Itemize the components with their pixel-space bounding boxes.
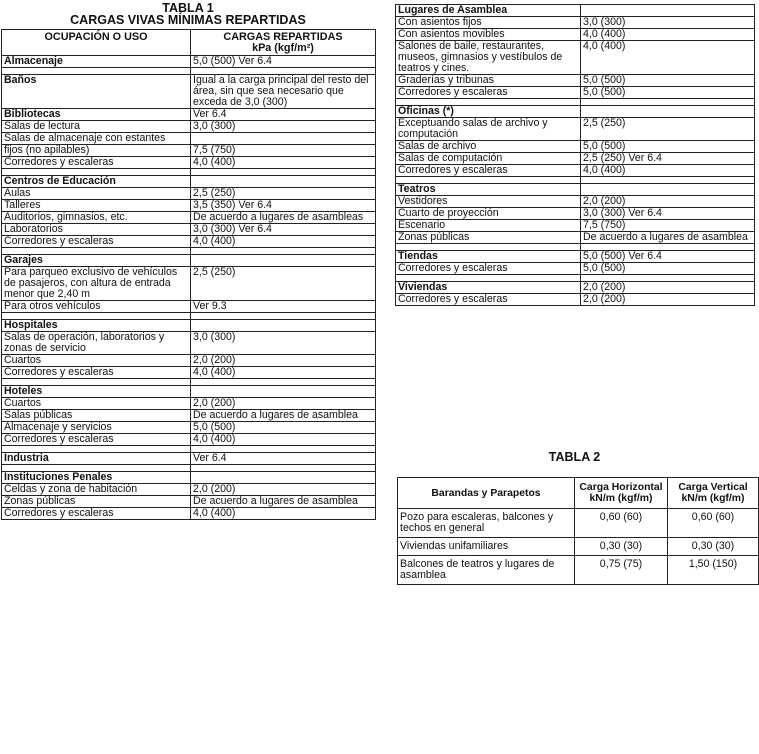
table-row [396, 282, 755, 294]
table-row [2, 68, 376, 75]
table-row [2, 398, 376, 410]
tabla1-left-body [2, 56, 376, 520]
table-row [396, 153, 755, 165]
blank-cell [2, 446, 191, 453]
table-row [2, 422, 376, 434]
tabla2-body [398, 509, 759, 585]
table-row [2, 367, 376, 379]
table-row [398, 556, 759, 585]
ocupacion-cell: Salas de lectura [2, 121, 191, 133]
ocupacion-cell: Talleres [2, 200, 191, 212]
ocupacion-cell: Salones de baile, restaurantes, museos, gimnasios y vestíbulos de teatros y cines. [396, 41, 581, 75]
ocupacion-cell: Con asientos fijos [396, 17, 581, 29]
table-row [2, 332, 376, 355]
table-row [2, 212, 376, 224]
table-row [2, 386, 376, 398]
carga-cell: 3,0 (300) Ver 6.4 [581, 208, 755, 220]
carga-cell [581, 106, 755, 118]
carga-cell: 7,5 (750) [191, 145, 376, 157]
carga-horizontal-cell: 0,60 (60) [575, 509, 668, 538]
ocupacion-cell: Corredores y escaleras [2, 508, 191, 520]
table-row [398, 509, 759, 538]
blank-cell [2, 465, 191, 472]
table-row [396, 17, 755, 29]
table-row [2, 465, 376, 472]
carga-cell: De acuerdo a lugares de asamblea [191, 496, 376, 508]
carga-cell: 2,5 (250) [191, 267, 376, 301]
ocupacion-cell: Salas de almacenaje con estantes [2, 133, 191, 145]
table-row [2, 472, 376, 484]
blank-cell [191, 465, 376, 472]
blank-cell [581, 244, 755, 251]
table-row [2, 121, 376, 133]
ocupacion-cell: Baños [2, 75, 191, 109]
table-row [396, 29, 755, 41]
table-row [396, 220, 755, 232]
table-row [2, 133, 376, 145]
carga-cell [191, 176, 376, 188]
table-row [2, 301, 376, 313]
carga-cell: De acuerdo a lugares de asamblea [581, 232, 755, 244]
carga-cell: 5,0 (500) [581, 75, 755, 87]
carga-cell: 4,0 (400) [581, 165, 755, 177]
table-row [2, 56, 376, 68]
carga-cell: 3,5 (350) Ver 6.4 [191, 200, 376, 212]
tabla1-right-body [396, 5, 755, 306]
tabla2-title: TABLA 2 [548, 450, 601, 464]
ocupacion-cell: Graderías y tribunas [396, 75, 581, 87]
table-row [396, 99, 755, 106]
carga-cell [191, 133, 376, 145]
tabla2-header-barandas: Barandas y Parapetos [398, 478, 575, 509]
carga-cell: 2,5 (250) [191, 188, 376, 200]
col-cargas-header-line2: kPa (kgf/m²) [252, 42, 314, 54]
col-cargas-header [191, 30, 376, 56]
ocupacion-cell: Con asientos movibles [396, 29, 581, 41]
ocupacion-cell: Centros de Educación [2, 176, 191, 188]
carga-cell: 4,0 (400) [191, 508, 376, 520]
carga-horizontal-cell: 0,75 (75) [575, 556, 668, 585]
blank-cell [581, 177, 755, 184]
carga-cell: 5,0 (500) [191, 422, 376, 434]
carga-cell: Igual a la carga principal del resto del área, sin que sea necesario que exceda de 3,0 (300) [191, 75, 376, 109]
carga-cell: 3,0 (300) [581, 17, 755, 29]
tabla2-header-vertical: Carga Vertical kN/m (kgf/m) [668, 478, 759, 509]
ocupacion-cell: Corredores y escaleras [2, 434, 191, 446]
tabla1-title: TABLA 1 [162, 1, 214, 15]
ocupacion-cell: Salas de operación, laboratorios y zonas de servicio [2, 332, 191, 355]
ocupacion-cell: Teatros [396, 184, 581, 196]
tabla1-heading [0, 2, 376, 26]
carga-cell: 2,0 (200) [581, 196, 755, 208]
carga-cell: 4,0 (400) [581, 41, 755, 75]
table-row [2, 248, 376, 255]
blank-cell [191, 169, 376, 176]
blank-cell [396, 99, 581, 106]
ocupacion-cell: Corredores y escaleras [2, 157, 191, 169]
ocupacion-cell: Salas de computación [396, 153, 581, 165]
ocupacion-cell: Almacenaje y servicios [2, 422, 191, 434]
tabla1-left-table [1, 29, 376, 520]
carga-cell: 2,0 (200) [581, 294, 755, 306]
table-row [2, 176, 376, 188]
ocupacion-cell: Escenario [396, 220, 581, 232]
carga-cell: Ver 6.4 [191, 109, 376, 121]
table-row [2, 200, 376, 212]
table-row [396, 232, 755, 244]
ocupacion-cell: Zonas públicas [2, 496, 191, 508]
blank-cell [191, 248, 376, 255]
ocupacion-cell: Laboratorios [2, 224, 191, 236]
table-row [2, 145, 376, 157]
carga-cell [581, 184, 755, 196]
baranda-desc-cell: Balcones de teatros y lugares de asamblea [398, 556, 575, 585]
table-row [2, 379, 376, 386]
table-row [396, 294, 755, 306]
ocupacion-cell: Viviendas [396, 282, 581, 294]
table-row [2, 484, 376, 496]
table-row [396, 177, 755, 184]
table-row [2, 188, 376, 200]
carga-cell [191, 386, 376, 398]
tabla1-right-table [395, 4, 755, 306]
carga-cell: 2,5 (250) [581, 118, 755, 141]
blank-cell [581, 275, 755, 282]
ocupacion-cell: Almacenaje [2, 56, 191, 68]
table-row [396, 87, 755, 99]
table-row [396, 106, 755, 118]
blank-cell [191, 379, 376, 386]
baranda-desc-cell: Pozo para escaleras, balcones y techos en general [398, 509, 575, 538]
tabla1-subtitle: CARGAS VIVAS MÍNIMAS REPARTIDAS [70, 13, 306, 27]
table-row [2, 508, 376, 520]
table-row [398, 538, 759, 556]
carga-cell [191, 255, 376, 267]
table-row [2, 453, 376, 465]
ocupacion-cell: Para parqueo exclusivo de vehículos de pasajeros, con altura de entrada menor que 2,40 m [2, 267, 191, 301]
ocupacion-cell: Instituciones Penales [2, 472, 191, 484]
carga-cell: 3,0 (300) Ver 6.4 [191, 224, 376, 236]
carga-cell [581, 5, 755, 17]
carga-horizontal-cell: 0,30 (30) [575, 538, 668, 556]
table-row [2, 496, 376, 508]
carga-cell: 5,0 (500) [581, 263, 755, 275]
carga-cell: De acuerdo a lugares de asambleas [191, 212, 376, 224]
ocupacion-cell: Lugares de Asamblea [396, 5, 581, 17]
carga-vertical-cell: 0,30 (30) [668, 538, 759, 556]
carga-cell: 3,0 (300) [191, 332, 376, 355]
blank-cell [191, 68, 376, 75]
ocupacion-cell: Corredores y escaleras [2, 236, 191, 248]
table-row [2, 157, 376, 169]
carga-cell: 4,0 (400) [581, 29, 755, 41]
ocupacion-cell: Hoteles [2, 386, 191, 398]
ocupacion-cell: Bibliotecas [2, 109, 191, 121]
carga-cell: 5,0 (500) Ver 6.4 [581, 251, 755, 263]
table-row [396, 141, 755, 153]
table-row [396, 251, 755, 263]
blank-cell [581, 99, 755, 106]
ocupacion-cell: Industria [2, 453, 191, 465]
ocupacion-cell: fijos (no apilables) [2, 145, 191, 157]
blank-cell [396, 244, 581, 251]
ocupacion-cell: Corredores y escaleras [396, 263, 581, 275]
tabla2-table [397, 477, 759, 585]
table-row [2, 169, 376, 176]
ocupacion-cell: Corredores y escaleras [396, 294, 581, 306]
ocupacion-cell: Corredores y escaleras [2, 367, 191, 379]
table-row [396, 118, 755, 141]
carga-cell: Ver 9.3 [191, 301, 376, 313]
ocupacion-cell: Corredores y escaleras [396, 87, 581, 99]
carga-cell: 2,5 (250) Ver 6.4 [581, 153, 755, 165]
table-row [2, 224, 376, 236]
carga-cell: 5,0 (500) [581, 87, 755, 99]
carga-cell: 2,0 (200) [191, 484, 376, 496]
table-row [396, 263, 755, 275]
carga-cell: 2,0 (200) [191, 398, 376, 410]
table-row [396, 165, 755, 177]
table-row [2, 75, 376, 109]
table-row [396, 275, 755, 282]
carga-cell: 2,0 (200) [191, 355, 376, 367]
ocupacion-cell: Tiendas [396, 251, 581, 263]
table-row [2, 109, 376, 121]
carga-cell: 5,0 (500) [581, 141, 755, 153]
ocupacion-cell: Para otros vehículos [2, 301, 191, 313]
blank-cell [191, 446, 376, 453]
carga-cell: De acuerdo a lugares de asamblea [191, 410, 376, 422]
ocupacion-cell: Garajes [2, 255, 191, 267]
ocupacion-cell: Zonas públicas [396, 232, 581, 244]
carga-cell [191, 472, 376, 484]
table-row [2, 434, 376, 446]
ocupacion-cell: Oficinas (*) [396, 106, 581, 118]
table-row [2, 255, 376, 267]
blank-cell [396, 275, 581, 282]
tabla2-header-horizontal: Carga Horizontal kN/m (kgf/m) [575, 478, 668, 509]
carga-vertical-cell: 1,50 (150) [668, 556, 759, 585]
table-row [396, 5, 755, 17]
blank-cell [2, 379, 191, 386]
carga-cell: 2,0 (200) [581, 282, 755, 294]
ocupacion-cell: Vestidores [396, 196, 581, 208]
table-row [2, 267, 376, 301]
blank-cell [2, 313, 191, 320]
carga-cell: 4,0 (400) [191, 236, 376, 248]
table-row [2, 446, 376, 453]
carga-cell: 4,0 (400) [191, 157, 376, 169]
table-row [396, 244, 755, 251]
ocupacion-cell: Cuarto de proyección [396, 208, 581, 220]
ocupacion-cell: Salas públicas [2, 410, 191, 422]
carga-vertical-cell: 0,60 (60) [668, 509, 759, 538]
carga-cell: 4,0 (400) [191, 367, 376, 379]
blank-cell [396, 177, 581, 184]
table-row [2, 236, 376, 248]
carga-cell: 7,5 (750) [581, 220, 755, 232]
table-row [2, 410, 376, 422]
ocupacion-cell: Cuartos [2, 398, 191, 410]
table-row [2, 355, 376, 367]
baranda-desc-cell: Viviendas unifamiliares [398, 538, 575, 556]
table-row [2, 313, 376, 320]
ocupacion-cell: Aulas [2, 188, 191, 200]
blank-cell [191, 313, 376, 320]
ocupacion-cell: Exceptuando salas de archivo y computación [396, 118, 581, 141]
col-cargas-header-line1: CARGAS REPARTIDAS [223, 31, 343, 43]
carga-cell: 4,0 (400) [191, 434, 376, 446]
table-row [396, 208, 755, 220]
ocupacion-cell: Cuartos [2, 355, 191, 367]
blank-cell [2, 169, 191, 176]
ocupacion-cell: Salas de archivo [396, 141, 581, 153]
carga-cell: Ver 6.4 [191, 453, 376, 465]
table-row [396, 184, 755, 196]
table-row [2, 320, 376, 332]
ocupacion-cell: Corredores y escaleras [396, 165, 581, 177]
carga-cell: 5,0 (500) Ver 6.4 [191, 56, 376, 68]
ocupacion-cell: Auditorios, gimnasios, etc. [2, 212, 191, 224]
col-ocupacion-header: OCUPACIÓN O USO [2, 30, 191, 56]
blank-cell [2, 68, 191, 75]
table-row [396, 41, 755, 75]
carga-cell: 3,0 (300) [191, 121, 376, 133]
ocupacion-cell: Celdas y zona de habitación [2, 484, 191, 496]
table-row [396, 196, 755, 208]
blank-cell [2, 248, 191, 255]
carga-cell [191, 320, 376, 332]
table-row [396, 75, 755, 87]
ocupacion-cell: Hospitales [2, 320, 191, 332]
